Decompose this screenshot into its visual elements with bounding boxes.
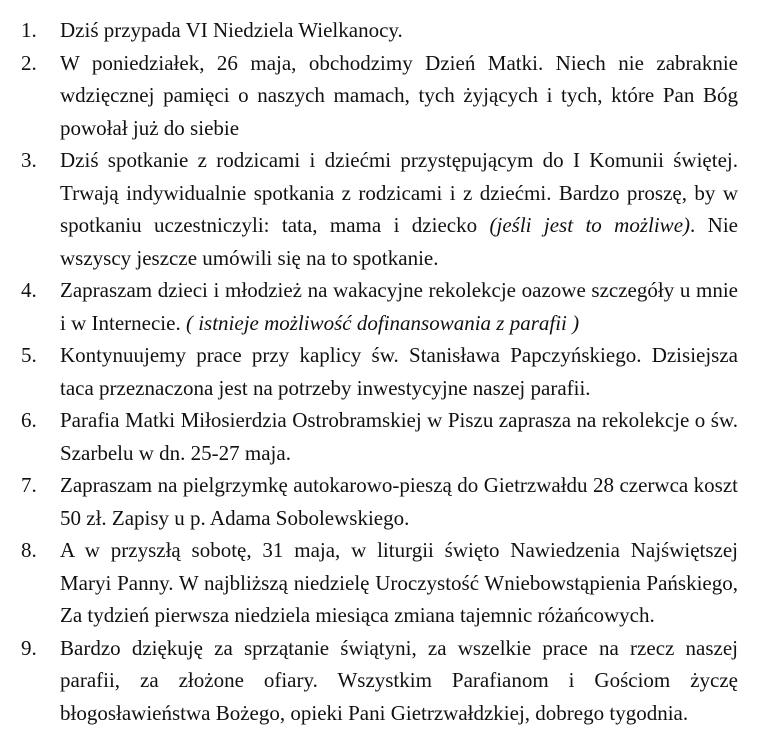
item-number: 5. [21,343,37,367]
item-text [60,14,738,47]
item-text-main: Zapraszam na pielgrzymkę autokarowo-pieszą do Gietrzwałdu 28 czerwca koszt 50 zł. Zapisy u p. Adama Sobolewskiego. [60,473,738,530]
item-number: 8. [21,538,37,562]
list-item [0,404,759,469]
item-number: 6. [21,408,37,432]
list-item [0,534,759,632]
item-text-italic: ( istnieje możliwość dofinansowania z parafii ) [185,310,580,335]
item-text-main: W poniedziałek, 26 maja, obchodzimy Dzień Matki. Niech nie zabraknie wdzięcznej pamięci o naszych mamach, tych żyjących i tych, które Pan Bóg powołał już do siebie [60,50,738,140]
announcement-list [0,14,759,729]
item-text-main: Kontynuujemy prace przy kaplicy św. Stanisława Papczyńskiego. Dzisiejsza taca przeznaczona jest na potrzeby inwestycyjne naszej parafii. [60,343,738,400]
item-text [60,339,738,404]
list-item [0,47,759,145]
item-text [60,404,738,469]
item-text-main: Parafia Matki Miłosierdzia Ostrobramskiej w Piszu zaprasza na rekolekcje o św. Szarbelu w dn. 25-27 maja. [60,408,738,465]
item-text-main: Dziś przypada VI Niedziela Wielkanocy. [60,18,403,42]
item-number: 7. [21,473,37,497]
list-item [0,14,759,47]
item-number: 4. [21,278,37,302]
item-number: 9. [21,635,37,660]
item-text-main: Dziś spotkanie z rodzicami i dziećmi przystępującym do I Komunii świętej. Trwają indywidualnie spotkania z rodzicami i z dziećmi. Bardzo proszę, by w spotkaniu uczestniczyli: tata, mama i dziecko [60,148,738,237]
item-text-main: A w przyszłą sobotę, 31 maja, w liturgii święto Nawiedzenia Najświętszej Maryi Panny. W najbliższą niedzielę Uroczystość Wniebowstąpienia Pańskiego, Za tydzień pierwsza niedziela miesiąca zmiana tajemnic różańcowych. [60,538,738,627]
item-text [60,632,738,730]
item-text [60,47,738,145]
item-text-main: Zapraszam dzieci i młodzież na wakacyjne rekolekcje oazowe szczegóły u mnie i w Internecie. [60,278,738,335]
item-number: 1. [21,18,37,42]
item-number: 2. [21,50,37,75]
list-item [0,632,759,730]
item-text-italic: (jeśli jest to możliwe) [489,213,691,237]
item-text [60,534,738,632]
item-text [60,274,738,339]
list-item [0,274,759,339]
list-item [0,339,759,404]
item-text [60,469,738,534]
item-text-main: Bardzo dziękuję za sprzątanie świątyni, za wszelkie prace na rzecz naszej parafii, za złożone ofiary. Wszystkim Parafianom i Gościom życzę błogosławieństwa Bożego, opieki Pani Gietrzwałdzkiej, dobrego tygodnia. [60,635,738,725]
item-text-after: . Nie wszyscy jeszcze umówili się na to spotkanie. [60,213,738,270]
list-item [0,469,759,534]
item-number: 3. [21,148,37,172]
list-item [0,144,759,274]
item-text [60,144,738,274]
